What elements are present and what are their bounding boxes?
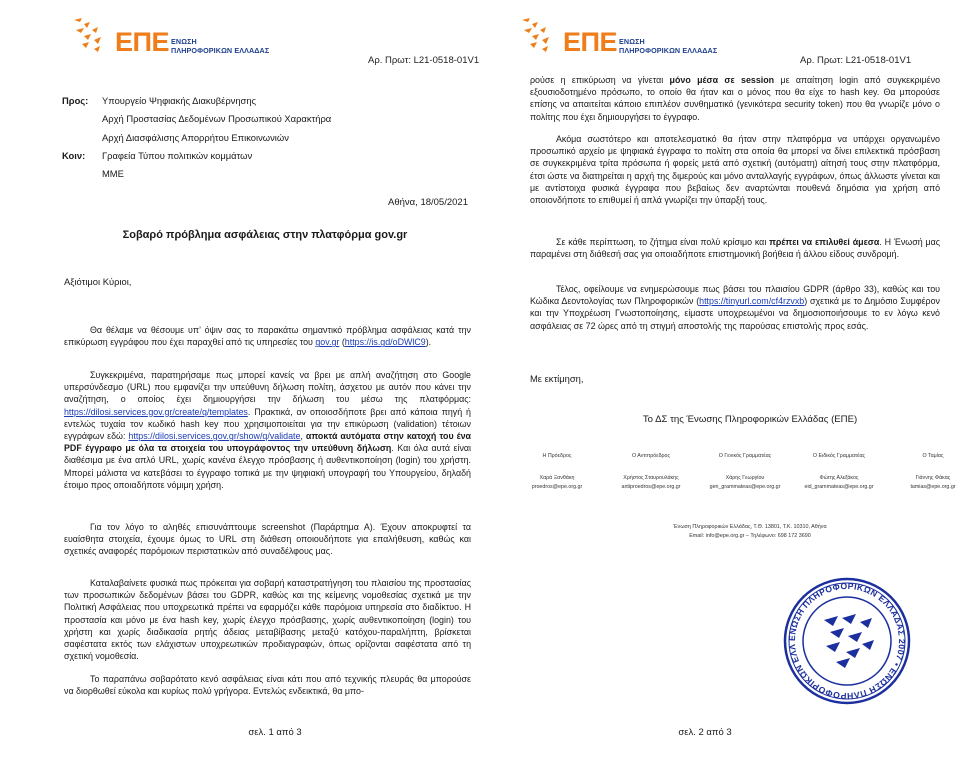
svg-text:ΕΝΩΣΗ ΠΛΗΡΟΦΟΡΙΚΩΝ ΕΛΛΑΔΑΣ 200: ΕΝΩΣΗ ΠΛΗΡΟΦΟΡΙΚΩΝ ΕΛΛΑΔΑΣ 2007 • ΕΝΩΣΗ ΠΛΗΡΟΦΟΡΙΚΩΝ ΕΛΛ	[786, 580, 908, 702]
cc-recipient: Γραφεία Τύπου πολιτικών κομμάτων	[102, 149, 253, 161]
recipients-block	[62, 92, 331, 183]
epe-logo	[70, 16, 269, 56]
gov-gr-link[interactable]: gov.gr	[315, 337, 340, 348]
recipient: Υπουργείο Ψηφιακής Διακυβέρνησης	[102, 95, 257, 106]
templates-link[interactable]: https://dilosi.services.gov.gr/create/q/templates	[64, 406, 248, 417]
paragraph-continued: ρούσε η επικύρωση να γίνεται μόνο μέσα σε session με απαίτηση login από συγκεκριμένο εξουσιοδοτημένο πρόσωπο, το οποίο θα ήταν και ο μόνος που θα είχε το hash key. Θα μπορούσε επίσης να απαιτείται κάποιο επιπλέον συνθηματικό (γενικότερα security token) που θα γνωρίζε μόνο ο πολίτης που έχει δημιουργήσει το έγγραφο.	[530, 75, 941, 122]
letter-date: Αθήνα, 18/05/2021	[388, 197, 468, 208]
page-2	[490, 0, 980, 761]
board-member: Ο Ειδικός Γραμματέας Φώτης Αλεξάκος eid_grammateas@epe.org.gr	[792, 452, 886, 493]
logo-word: ΕΠΕ	[115, 27, 170, 57]
paragraph-2: Συγκεκριμένα, παρατηρήσαμε πως μπορεί κανείς να βρει με απλή αναζήτηση στο Google υπερσύνδεσμο (URL) που εμφανίζει την υπεύθυνη δήλωση πολίτη, άσχετου με αυτόν που κάνει την αναζήτηση, ο οποίος έχει δημιουργήσει την δήλωση του μέσω της πλατφόρμας: https://dilosi.services.gov.gr/create/q/templates. Πρακτικά, αν οποιοσδήποτε βρει από κάποια πηγή ή εντελώς τυχαία τον κωδικό hash key που χρησιμοποιείται για την επικύρωση (validation) τέτοιων εγγράφων εδώ: https://dilosi.services.gov.gr/show/q/validate, αποκτά αυτόματα στην κατοχή του ένα PDF έγγραφο με όλα τα στοιχεία του υπογράφοντος την υπεύθυνη δήλωση. Και όλα αυτά είναι διαθέσιμα με ένα απλό URL, χωρίς κανένα έλεγχο πρόσβασης ή αυθεντικοποίηση (login) του χρήστη. Μπορεί μάλιστα να κατεβάσει το έγγραφο τοπικά με την ψηφιακή υπογραφή του Υπουργείου, δηλαδή έτοιμο προς οποιαδήποτε νόμιμη χρήση.	[64, 370, 472, 490]
logo-subtitle: ΕΝΩΣΗ ΠΛΗΡΟΦΟΡΙΚΩΝ ΕΛΛΑΔΑΣ	[171, 37, 270, 55]
board-member: Ο Γενικός Γραμματέας Χάρης Γεωργίου gen_grammateas@epe.org.gr	[698, 452, 792, 493]
logo-figures-icon	[518, 16, 562, 56]
koin-label: Κοιν:	[62, 149, 86, 161]
board-member: Ο Αντιπρόεδρος Χρήστος Σταυρουλάκης antiproedros@epe.org.gr	[604, 452, 698, 493]
pros-label: Προς:	[62, 95, 89, 106]
board-members	[510, 452, 980, 493]
address-block: Ένωση Πληροφορικών Ελλάδας, Τ.Θ. 13801, Τ.Κ. 10310, Αθήνα Email: info@epe.org.gr – Τηλέφωνο: 698 172 3690	[673, 524, 827, 539]
letter-subject: Σοβαρό πρόβλημα ασφάλειας στην πλατφόρμα gov.gr	[122, 229, 408, 241]
paragraph-5: Το παραπάνω σοβαρότατο κενό ασφάλειας είναι κάτι που από τεχνικής πλευράς θα μπορούσε να διορθωθεί εύκολα και κυρίως πολύ γρήγορα. Εντελώς ενδεικτικά, θα μπο-	[64, 674, 471, 697]
code-of-ethics-link[interactable]: https://tinyurl.com/cf4rzvxb	[699, 296, 805, 307]
short-link[interactable]: https://is.gd/oDWlC9	[344, 337, 426, 348]
member-email[interactable]: proedros@epe.org.gr	[531, 484, 583, 490]
board-title: Το ΔΣ της Ένωσης Πληροφορικών Ελλάδας (ΕΠΕ)	[642, 414, 858, 425]
paragraph-1: Θα θέλαμε να θέσουμε υπ’ όψιν σας το παρακάτω σημαντικό πρόβλημα ασφάλειας κατά την επικύρωση εγγράφου που έχει παραχθεί από τις υπηρεσίες του gov.gr (https://is.gd/oDWlC9).	[64, 325, 471, 348]
board-member: Η Πρόεδρος Χαρά Ξανθάκη proedros@epe.org.gr	[510, 452, 604, 493]
union-seal	[782, 576, 912, 711]
epe-logo	[518, 16, 717, 56]
recipient: Αρχή Διασφάλισης Απορρήτου Επικοινωνιών	[102, 131, 289, 143]
paragraph-gdpr: Τέλος, οφείλουμε να ενημερώσουμε πως βάσει του πλαισίου GDPR (άρθρο 33), καθώς και του Κώδικα Δεοντολογίας των Πληροφορικών (https://tinyurl.com/cf4rzvxb) σχετικά με το Δημόσιο Συμφέρον και την Υποχρέωση Γνωστοποίησης, είμαστε υποχρεωμένοι να δημοσιοποιήσουμε το εν λόγω κενό ασφάλειας σε 72 ώρες από τη στιγμή αποστολής της παρούσας επιστολής προς εσάς.	[530, 284, 940, 331]
protocol-number: Αρ. Πρωτ: L21-0518-01V1	[800, 55, 912, 66]
greeting: Αξιότιμοι Κύριοι,	[64, 276, 132, 287]
logo-figures-icon	[70, 16, 114, 56]
board-member: Ο Ταμίας Γιάννης Φάκας tamias@epe.org.gr	[886, 452, 980, 493]
logo-subtitle: ΕΝΩΣΗ ΠΛΗΡΟΦΟΡΙΚΩΝ ΕΛΛΑΔΑΣ	[619, 37, 718, 55]
recipient: Αρχή Προστασίας Δεδομένων Προσωπικού Χαρακτήρα	[102, 113, 332, 125]
logo-word: ΕΠΕ	[563, 27, 618, 57]
closing: Με εκτίμηση,	[530, 373, 584, 384]
paragraph-4: Καταλαβαίνετε φυσικά πως πρόκειται για σοβαρή καταστρατήγηση του πλαισίου της προστασίας των προσωπικών δεδομένων βάσει του GDPR, καθώς και της κείμενης νομοθεσίας σχετικά με την Πολιτική Ασφάλειας που υποχρεωτικά πρέπει να εφαρμόζει κάθε παρόμοια υπηρεσία στο διαδίκτυο. Η προστασία και μόνο με ένα hash key, χωρίς έλεγχο πρόσβασης, χωρίς αυθεντικοποίηση (login) του χρήστη και χωρίς διαδικασία ρητής άδειας μεταβίβασης μεταξύ κατόχου-παραλήπτη, βρίσκεται σαφέστατα εκτός των ελάχιστων υποχρεωτικών προδιαγραφών, όπως ορίζονται σαφέστατα από τη σχετική νομοθεσία.	[64, 578, 471, 662]
page-number: σελ. 2 από 3	[678, 727, 732, 738]
paragraph-critical: Σε κάθε περίπτωση, το ζήτημα είναι πολύ κρίσιμο και πρέπει να επιλυθεί άμεσα. Η Ένωσή μας παραμένει στη διάθεσή σας για οποιαδήποτε επιστημονική βοήθεια ή άλλου είδους συνδρομή.	[530, 237, 940, 260]
paragraph-archive: Ακόμα σωστότερο και αποτελεσματικό θα ήταν στην πλατφόρμα να υπάρχει οργανωμένο προσωπικό αρχείο με ψηφιακά έγγραφα το πολίτη στα οποία θα μπορεί να δίνει επιλεκτικά πρόσβαση σε συγκεκριμένα τρίτα πρόσωπα ή φορείς μετά από σχετική (αυτόματη) αίτησή τους στην πλατφόρμα, έτσι ώστε να διατηρείται η αρχή της διμερούς και μόνο ανταλλαγής εγγράφων, όπως άλλωστε γίνεται και με αντίστοιχα φυσικά έγγραφα που βεβαίως δεν αναρτώνται πουθενά δημόσια για χρήση από οποιονδήποτε το επιθυμεί ή απλά γνωρίζει την ύπαρξή τους.	[530, 134, 940, 206]
cc-recipient: ΜΜΕ	[102, 168, 124, 180]
member-email[interactable]: tamias@epe.org.gr	[910, 484, 956, 490]
member-email[interactable]: eid_grammateas@epe.org.gr	[804, 484, 874, 490]
page-number: σελ. 1 από 3	[248, 727, 302, 738]
paragraph-3: Για τον λόγο το αληθές επισυνάπτουμε screenshot (Παράρτημα Α). Έχουν αποκρυφτεί τα ευαίσθητα στοιχεία, έχουμε όμως το URL στη διάθεση οποιουδήποτε για επαλήθευση, καθώς και σχετικές αναφορές παρόμοιων περιστατικών από συναδέλφους μας.	[64, 522, 471, 557]
member-email[interactable]: gen_grammateas@epe.org.gr	[709, 484, 781, 490]
protocol-number: Αρ. Πρωτ: L21-0518-01V1	[368, 55, 480, 66]
member-email[interactable]: antiproedros@epe.org.gr	[621, 484, 681, 490]
validate-link[interactable]: https://dilosi.services.gov.gr/show/q/validate	[128, 431, 301, 442]
stamp-seal-icon	[782, 576, 912, 706]
